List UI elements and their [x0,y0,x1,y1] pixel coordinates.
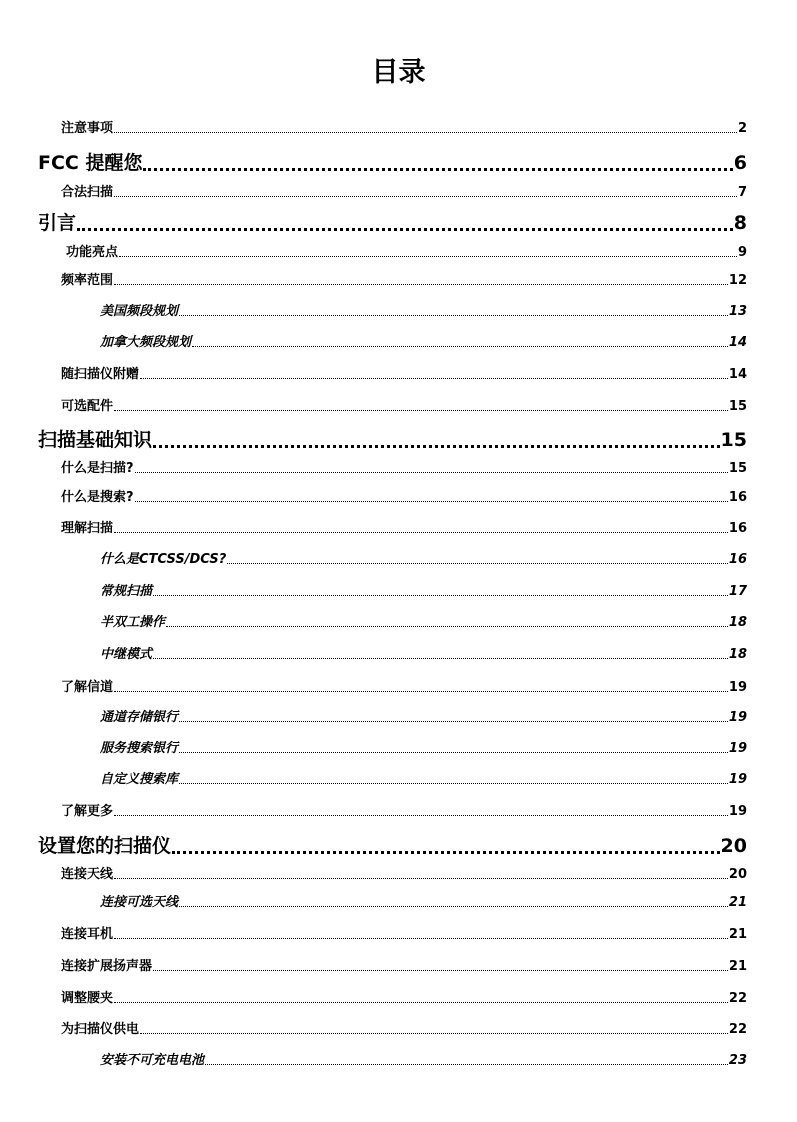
toc-entry[interactable] [100,706,747,725]
toc-entry[interactable] [61,863,747,882]
toc-page-number: 15 [728,461,747,476]
toc-page-number: 20 [728,867,747,882]
toc-entry-label: FCC 提醒您 [38,152,143,174]
toc-page-number: 19 [728,680,747,695]
toc-entry-label: 安装不可充电电池 [100,1053,205,1068]
toc-entry[interactable] [61,923,747,942]
toc-entry-label: 什么是扫描? [61,461,134,476]
toc-page-number: 18 [728,647,747,662]
toc-entry-label: 通道存储银行 [100,710,179,725]
toc-page-number: 13 [728,304,747,319]
toc-entry-label: 连接扩展扬声器 [61,959,153,974]
toc-page-number: 19 [728,804,747,819]
toc-leader [114,815,728,816]
toc-leader [179,783,728,784]
toc-page-number: 21 [728,959,747,974]
toc-page-number: 16 [728,521,747,536]
toc-leader [205,1064,728,1065]
toc-entry-label: 扫描基础知识 [38,429,153,451]
toc-entry-label: 连接可选天线 [100,895,179,910]
toc-entry-label: 随扫描仪附赠 [61,367,140,382]
toc-entry[interactable] [100,891,747,910]
toc-entry-label: 自定义搜索库 [100,772,179,787]
toc-leader [114,284,728,285]
toc-entry-label: 加拿大频段规划 [100,335,192,350]
toc-leader [119,256,737,257]
toc-entry-label: 服务搜索银行 [100,741,179,756]
toc-page-number: 21 [728,895,747,910]
toc-leader [114,691,728,692]
toc-entry-label: 常规扫描 [100,584,153,599]
toc-page-number: 19 [728,772,747,787]
toc-page-number: 17 [728,584,747,599]
toc-entry-label: 了解更多 [61,804,114,819]
toc-leader [166,626,728,627]
toc-entry[interactable] [61,517,747,536]
toc-page-number: 12 [728,273,747,288]
toc-entry[interactable] [61,457,747,476]
toc-entry-label: 可选配件 [61,399,114,414]
toc-entry[interactable] [61,1018,747,1037]
toc-entry[interactable] [61,269,747,288]
toc-leader [114,878,728,879]
toc-entry[interactable] [100,611,747,630]
toc-entry-label: 连接耳机 [61,927,114,942]
toc-leader [227,563,728,564]
toc-leader [153,445,720,448]
toc-leader [143,168,732,171]
toc-entry-label: 注意事项 [61,121,114,136]
toc-leader [179,315,728,316]
toc-entry[interactable] [61,117,747,136]
toc-entry[interactable] [100,548,747,567]
toc-entry[interactable] [66,241,747,260]
toc-page-number: 6 [733,152,747,174]
toc-entry-label: 半双工操作 [100,615,166,630]
toc-leader [153,595,728,596]
toc-leader [172,851,720,854]
toc-leader [153,970,728,971]
toc-page-number: 15 [728,399,747,414]
toc-page-number: 21 [728,927,747,942]
toc-entry-label: 美国频段规划 [100,304,179,319]
toc-page-number: 7 [737,185,747,200]
toc-entry-label: 调整腰夹 [61,991,114,1006]
toc-entry[interactable] [61,800,747,819]
toc-entry[interactable] [100,580,747,599]
toc-leader [114,196,737,197]
toc-entry[interactable] [61,676,747,695]
toc-leader [114,532,728,533]
toc-entry[interactable] [100,1049,747,1068]
toc-entry[interactable] [38,208,747,235]
toc-page-number: 14 [728,367,747,382]
toc-entry[interactable] [61,395,747,414]
toc-entry-label: 什么是搜索? [61,490,134,505]
toc-entry[interactable] [100,737,747,756]
toc-leader [140,378,728,379]
toc-entry[interactable] [38,148,747,175]
toc-leader [135,501,728,502]
toc-page-number: 8 [733,212,747,234]
toc-leader [114,410,728,411]
toc-leader [114,1002,728,1003]
toc-page-number: 14 [728,335,747,350]
toc-leader [140,1033,728,1034]
toc-leader [114,938,728,939]
toc-entry[interactable] [100,331,747,350]
toc-entry-label: 为扫描仪供电 [61,1022,140,1037]
toc-page-number: 16 [728,490,747,505]
toc-entry-label: 理解扫描 [61,521,114,536]
toc-entry[interactable] [100,768,747,787]
page-title: 目录 [371,57,426,88]
toc-entry-label: 设置您的扫描仪 [38,835,172,857]
toc-leader [77,228,733,231]
toc-page-number: 15 [720,429,747,451]
toc-leader [192,346,728,347]
toc-entry[interactable] [38,831,747,858]
toc-page-number: 16 [728,552,747,567]
toc-leader [153,658,728,659]
toc-entry-label: 功能亮点 [66,245,119,260]
toc-entry-label: 引言 [38,212,77,234]
toc-page-number: 19 [728,741,747,756]
toc-page-number: 22 [728,1022,747,1037]
toc-page-number: 18 [728,615,747,630]
toc-entry[interactable] [61,486,747,505]
toc-leader [179,721,728,722]
toc-page-number: 9 [737,245,747,260]
toc-entry[interactable] [100,300,747,319]
toc-entry[interactable] [61,987,747,1006]
toc-entry-label: 频率范围 [61,273,114,288]
toc-leader [135,472,728,473]
toc-page-number: 19 [728,710,747,725]
toc-entry-label: 合法扫描 [61,185,114,200]
toc-entry[interactable] [61,363,747,382]
toc-page-number: 22 [728,991,747,1006]
toc-entry-label: 连接天线 [61,867,114,882]
toc-leader [179,752,728,753]
toc-entry-label: 了解信道 [61,680,114,695]
toc-page-number: 23 [728,1053,747,1068]
toc-entry[interactable] [38,425,747,452]
toc-leader [114,132,737,133]
toc-page-number: 20 [720,835,747,857]
toc-page-number: 2 [737,121,747,136]
toc-entry-label: 中继模式 [100,647,153,662]
toc-entry[interactable] [61,955,747,974]
toc-entry[interactable] [100,643,747,662]
toc-entry-label: 什么是CTCSS/DCS? [100,552,227,567]
toc-entry[interactable] [61,181,747,200]
toc-leader [179,906,728,907]
